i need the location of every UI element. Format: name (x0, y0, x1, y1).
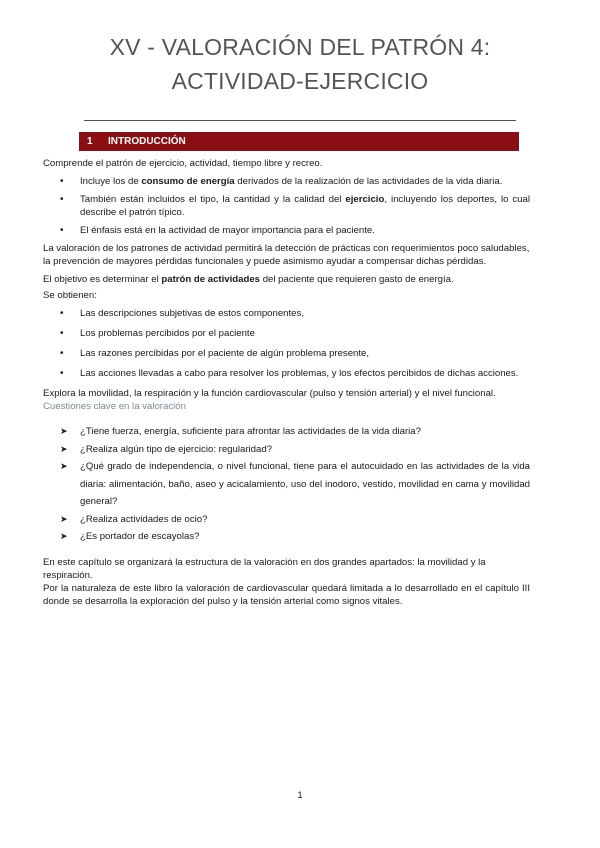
bullet-icon: • (60, 348, 64, 359)
list-item: ➤ ¿Realiza algún tipo de ejercicio: regularidad? (43, 441, 530, 459)
obtained-bullet-list (43, 307, 530, 380)
key-questions-heading: Cuestiones clave en la valoración (43, 401, 186, 412)
bullet-icon: • (60, 328, 64, 339)
bullet-icon: • (60, 194, 64, 205)
list-item: • Las razones percibidas por el paciente de algún problema presente, (60, 348, 370, 359)
list-item: • El énfasis está en la actividad de mayor importancia para el paciente. (60, 225, 375, 236)
list-item: • También están incluidos el tipo, la cantidad y la calidad del ejercicio, incluyendo los deportes, lo cual describe el patrón típico. (60, 194, 530, 218)
arrow-bullet-icon: ➤ (60, 461, 68, 471)
objective-paragraph: El objetivo es determinar el patrón de actividades del paciente que requieren gasto de energía. (43, 274, 454, 285)
key-questions-list (43, 423, 530, 546)
document-body (43, 157, 530, 608)
page-number: 1 (297, 790, 303, 801)
section-header (79, 132, 519, 151)
list-item: ➤ ¿Tiene fuerza, energía, suficiente para afrontar las actividades de la vida diaria? (43, 423, 530, 441)
intro-paragraph: Comprende el patrón de ejercicio, actividad, tiempo libre y recreo. (43, 158, 323, 169)
list-item: ➤ ¿Qué grado de independencia, o nivel funcional, tiene para el autocuidado en las actividades de la vida diaria: alimentación, baño, aseo y acicalamiento, uso del inodoro, vestido, movilidad en cama y movilidad general? (43, 458, 530, 511)
section-number: 1 (87, 136, 93, 147)
section-label: INTRODUCCIÓN (108, 136, 186, 147)
title-line-1: XV - VALORACIÓN DEL PATRÓN 4: (109, 34, 491, 60)
bullet-icon: • (60, 225, 64, 236)
closing-paragraph-1: En este capítulo se organizará la estructura de la valoración en dos grandes apartados: la movilidad y la respiración. (43, 556, 486, 581)
arrow-bullet-icon: ➤ (60, 426, 68, 436)
bullet-icon: • (60, 368, 64, 379)
title-divider (84, 120, 516, 121)
explores-paragraph: Explora la movilidad, la respiración y la función cardiovascular (pulso y tensión arterial) y el nivel funcional. (43, 388, 496, 399)
obtained-label: Se obtienen: (43, 290, 97, 301)
bullet-icon: • (60, 176, 64, 187)
list-item: • Los problemas percibidos por el paciente (60, 328, 255, 339)
bullet-icon: • (60, 308, 64, 319)
closing-paragraph-2: Por la naturaleza de este libro la valoración de cardiovascular quedará limitada a lo desarrollado en el capítulo III donde se desarrolla la exploración del pulso y la tensión arterial como signos vitales. (43, 582, 530, 607)
title-line-2: ACTIVIDAD-EJERCICIO (171, 68, 429, 94)
list-item: • Las acciones llevadas a cabo para resolver los problemas, y los efectos percibidos de dichas acciones. (60, 368, 519, 379)
list-item: • Incluye los de consumo de energía derivados de la realización de las actividades de la vida diaria. (60, 176, 503, 187)
scope-bullet-list (43, 175, 530, 237)
page-title (60, 30, 540, 98)
arrow-bullet-icon: ➤ (60, 443, 68, 454)
arrow-bullet-icon: ➤ (60, 531, 68, 541)
list-item: • Las descripciones subjetivas de estos componentes, (60, 308, 304, 319)
list-item: ➤ ¿Es portador de escayolas? (43, 528, 530, 546)
arrow-bullet-icon: ➤ (60, 513, 68, 524)
assessment-paragraph: La valoración de los patrones de actividad permitirá la detección de prácticas con requerimientos poco saludables, la prevención de mayores pérdidas funcionales y puede asimismo ayudar a compensar dichas pérdidas. (43, 243, 530, 267)
list-item: ➤ ¿Realiza actividades de ocio? (43, 511, 530, 529)
